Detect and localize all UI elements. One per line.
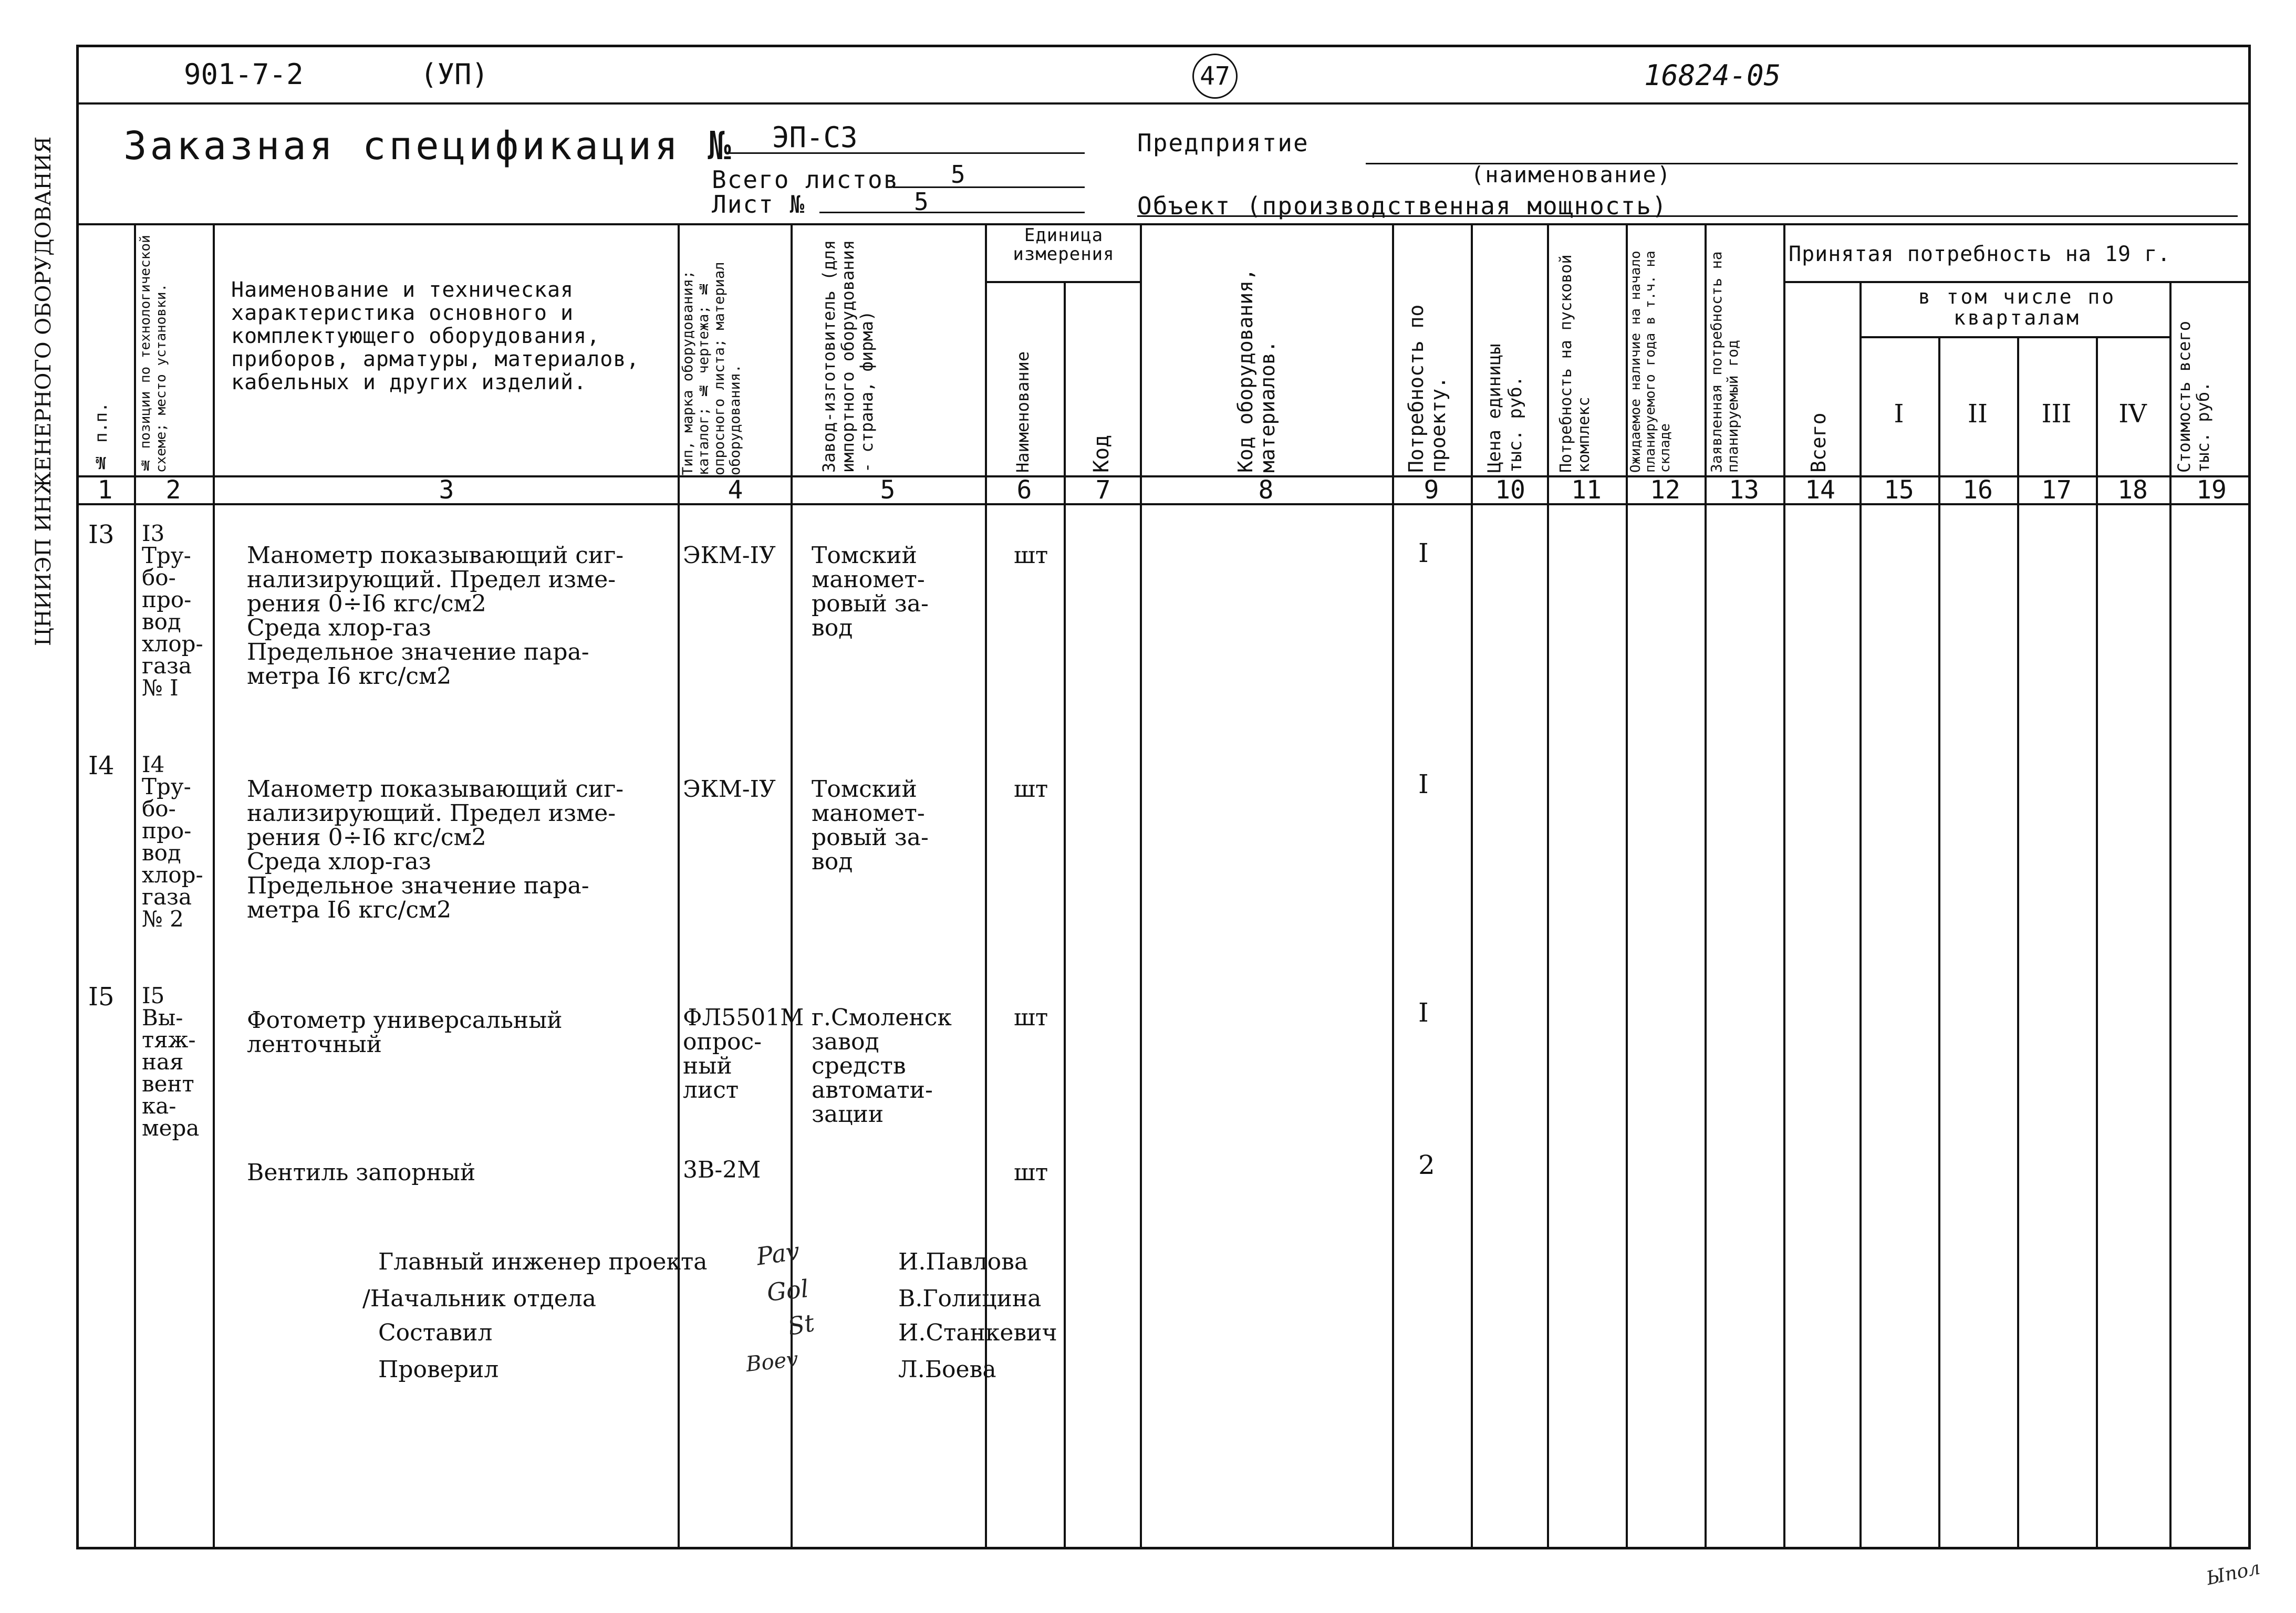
col-line-9 (1471, 223, 1473, 1549)
col-line-6 (1064, 281, 1066, 1549)
row-position: I5 Вы- тяж- ная вент ка- мера (142, 983, 200, 1141)
handwritten-signature: Pav (754, 1236, 802, 1271)
signature-role: Проверил (378, 1356, 499, 1383)
enterprise-label: Предприятие (1137, 129, 1309, 157)
col-line-15 (1938, 336, 1940, 1549)
col-line-18 (2169, 281, 2172, 1549)
document-number: 16824-05 (1644, 59, 1781, 92)
accepted-group-header: Принятая потребность на 19 г. (1789, 242, 2171, 266)
signature-name: И.Станкевич (898, 1319, 1057, 1346)
col-6-header: Наименование (1013, 351, 1033, 473)
top-rule (76, 102, 2251, 105)
row-qty: I (1418, 997, 1429, 1028)
row-maker: Томский маномет- ровый за- вод (812, 542, 929, 641)
project-code: 901-7-2 (184, 58, 304, 91)
col-line-2 (213, 223, 215, 1549)
row-maker: Томский маномет- ровый за- вод (812, 776, 929, 875)
col-number: 15 (1884, 475, 1914, 505)
col-number: 14 (1805, 475, 1835, 505)
col-number: 10 (1495, 475, 1525, 505)
col-1-header: № п.п. (91, 402, 111, 473)
sheets-total-label: Всего листов (712, 165, 899, 194)
col-line-13 (1783, 223, 1785, 1549)
row-position: I4 Тру- бо- про- вод хлор- газа № 2 (142, 752, 203, 932)
row-qty: 2 (1418, 1150, 1435, 1180)
col-12-header: Ожидаемое наличие на начало планируемого года в т.ч. на складе (1628, 251, 1673, 473)
col-9-header: Потребность по проекту. (1405, 304, 1450, 473)
unit-group-header: Единица измерения (1013, 225, 1115, 265)
spec-number-underline (728, 152, 1085, 154)
unit-group-rule (985, 281, 1140, 283)
col-line-12 (1705, 223, 1707, 1549)
corner-initials: Ыпол (2204, 1557, 2262, 1590)
signature-role-text: Начальник отдела (370, 1285, 596, 1312)
row-type: ЭКМ-IУ (683, 776, 776, 803)
col-19-header: Стоимость всего тыс. руб. (2174, 321, 2213, 473)
row-unit: шт (1014, 776, 1048, 803)
col-18-header: IV (2118, 399, 2147, 429)
signature-role: Главный инженер проекта (378, 1248, 708, 1275)
signature-name: В.Голицина (898, 1285, 1042, 1312)
row-type: ЭКМ-IУ (683, 542, 776, 569)
col-line-5 (985, 223, 987, 1549)
sheet-no-label: Лист № (712, 190, 806, 218)
col-line-16 (2017, 336, 2019, 1549)
col-number: 1 (97, 475, 113, 505)
col-line-17 (2096, 336, 2098, 1549)
col-number: 3 (439, 475, 454, 505)
object-label: Объект (производственная мощность) (1137, 192, 1668, 220)
col-number: 19 (2196, 475, 2227, 505)
signature-name: И.Павлова (898, 1248, 1028, 1275)
col-7-header: Код (1089, 434, 1114, 473)
signature-role: Составил (378, 1319, 493, 1346)
col-line-8 (1392, 223, 1394, 1549)
col-17-header: III (2041, 399, 2072, 429)
row-number: I3 (88, 520, 115, 549)
row-name: Манометр показывающий сиг- нализирующий. Предел изме- рения 0÷I6 кгс/см2 Среда хлор-газ Предельное значение пара- метра I6 кгс/см2 (247, 542, 624, 690)
signature-role: /Начальник отдела (362, 1285, 596, 1312)
row-number: I4 (88, 751, 115, 781)
row-unit: шт (1014, 542, 1048, 569)
col-4-header: Тип, марка оборудования; каталог; № чертежа; № опросного листа; материал оборудования. (680, 262, 743, 475)
signature-name: Л.Боева (898, 1356, 996, 1383)
col-number: 12 (1650, 475, 1680, 505)
row-position: I3 Тру- бо- про- вод хлор- газа № I (142, 521, 203, 701)
col-number: 13 (1729, 475, 1759, 505)
row-name: Манометр показывающий сиг- нализирующий. Предел изме- рения 0÷I6 кгс/см2 Среда хлор-газ Предельное значение пара- метра I6 кгс/см2 (247, 776, 624, 923)
album-number: (УП) (420, 58, 489, 91)
quarters-group-header: в том числе по кварталам (1918, 285, 2116, 329)
col-number: 16 (1962, 475, 1993, 505)
col-line-1 (134, 223, 136, 1549)
row-number: I5 (88, 982, 115, 1012)
col-16-header: II (1968, 399, 1988, 429)
col-3-header: Наименование и техническая характеристика основного и комплектующего оборудования, приборов, арматуры, материалов, кабельных и других изделий. (231, 278, 640, 394)
col-number: 9 (1424, 475, 1439, 505)
col-number: 17 (2041, 475, 2072, 505)
side-label: ЦНИИЭП ИНЖЕНЕРНОГО ОБОРУДОВАНИЯ (32, 136, 56, 646)
col-number: 2 (165, 475, 181, 505)
row-name: Фотометр универсальный ленточный (247, 1007, 563, 1058)
col-number: 5 (880, 475, 896, 505)
quarters-group-rule (1859, 336, 2169, 338)
handwritten-signature: St (785, 1308, 817, 1341)
col-number: 18 (2117, 475, 2148, 505)
col-10-header: Цена единицы тыс. руб. (1484, 344, 1526, 473)
handwritten-signature: Gol (765, 1274, 810, 1307)
accepted-group-rule (1783, 281, 2251, 283)
sheets-total: 5 (951, 160, 967, 189)
col-2-header: № позиции по технологической схеме; место установки. (138, 235, 169, 473)
object-underline (1137, 215, 2238, 217)
col-number: 6 (1016, 475, 1032, 505)
row-name: Вентиль запорный (247, 1159, 476, 1186)
page-number: 47 (1192, 54, 1238, 99)
col-number: 7 (1095, 475, 1111, 505)
col-11-header: Потребность на пусковой комплекс (1557, 254, 1593, 473)
col-number: 4 (728, 475, 743, 505)
col-15-header: I (1894, 399, 1904, 429)
spec-title: Заказная спецификация № (123, 123, 734, 169)
col-line-14 (1859, 281, 1862, 1549)
col-5-header: Завод-изготовитель (для импортного оборудования - страна, фирма) (819, 240, 877, 473)
spec-number: ЭП-СЗ (772, 121, 858, 154)
sheet-no-underline (819, 212, 1085, 213)
col-14-header: Всего (1807, 412, 1830, 473)
handwritten-signature: Boev (744, 1347, 799, 1377)
sheet-no: 5 (914, 188, 930, 216)
col-line-10 (1547, 223, 1549, 1549)
row-type: 3В-2М (683, 1157, 761, 1183)
row-type: ФЛ5501М опрос- ный лист (683, 1004, 804, 1104)
row-unit: шт (1014, 1004, 1048, 1031)
col-number: 11 (1571, 475, 1602, 505)
row-qty: I (1418, 769, 1429, 799)
col-number: 8 (1258, 475, 1274, 505)
col-13-header: Заявленная потребность на планируемый год (1708, 251, 1741, 473)
row-unit: шт (1014, 1159, 1048, 1186)
col-8-header: Код оборудования, материалов. (1234, 268, 1279, 473)
enterprise-caption: (наименование) (1471, 162, 1672, 188)
row-qty: I (1418, 538, 1429, 568)
row-maker: г.Смоленск завод средств автомати- зации (812, 1004, 952, 1128)
col-line-7 (1140, 223, 1142, 1549)
table-top-rule (76, 223, 2251, 225)
